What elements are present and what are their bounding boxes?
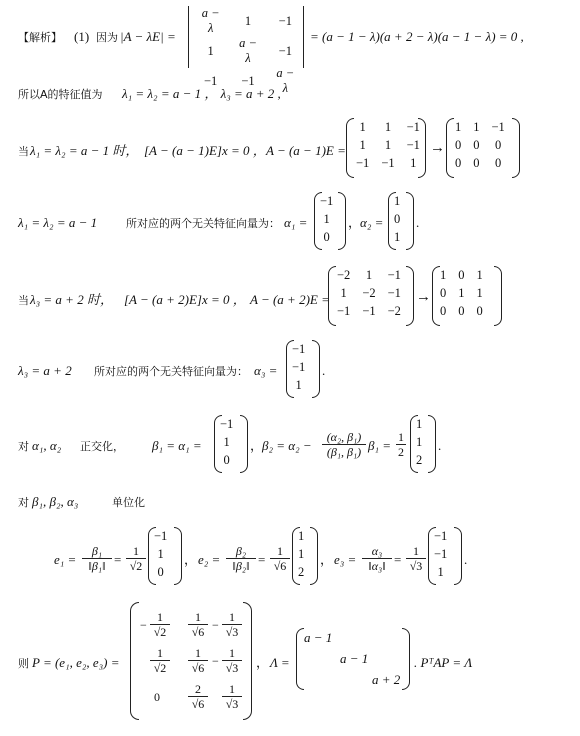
equals: =	[258, 552, 266, 567]
Lambda-matrix	[296, 628, 410, 690]
case2-eq: [A − (a + 2)E]x = 0 ，	[124, 292, 246, 307]
m2r-cell: 0	[458, 303, 465, 318]
Lambda-label: Λ =	[270, 655, 290, 670]
part-number: (1)	[74, 29, 90, 44]
det-cell: a − λ	[276, 66, 295, 95]
alpha2-label: α₂ =	[360, 215, 384, 230]
beta1-term: β₁ =	[368, 438, 392, 453]
m1-cell: −1	[406, 137, 420, 152]
beta1-cell: −1	[220, 416, 234, 431]
P-cell-den: √2	[153, 625, 167, 639]
P-cell-value: 0	[154, 690, 160, 704]
P-cell-fraction	[222, 682, 242, 711]
e3-scalar-num: 1	[406, 544, 426, 559]
alpha1-vector	[314, 192, 346, 250]
orth-vars: α₁, α₂	[32, 438, 62, 453]
det-cell: a − λ	[201, 6, 220, 35]
then-text: 则	[18, 657, 29, 670]
alpha3-cell: −1	[292, 341, 306, 356]
e1-cell: −1	[154, 528, 168, 543]
case2-prefix: 当	[18, 294, 29, 307]
m2-cell: −1	[362, 303, 376, 318]
m2-cell: −1	[387, 285, 401, 300]
P-cell	[140, 682, 174, 712]
P-cell-sign: −	[212, 618, 219, 632]
equals: =	[394, 552, 402, 567]
e2-cell: 1	[298, 528, 305, 543]
e2-frac-num: β₂	[226, 544, 256, 559]
case2-cond: λ₃ = a + 2 时，	[30, 292, 113, 307]
e3-frac	[362, 544, 392, 573]
m2r-cell: 1	[440, 267, 447, 282]
proj-den: (β₁, β₁)	[326, 445, 362, 459]
alpha3-label: α₃ =	[254, 363, 278, 378]
beta1-label: β₁ = α₁ =	[152, 438, 202, 453]
matrix-m1r-table	[449, 118, 511, 172]
half-num: 1	[398, 430, 404, 444]
m2r-cell: 0	[440, 303, 447, 318]
period: .	[438, 438, 442, 453]
period: .	[464, 552, 468, 567]
matrix-m1-table	[350, 118, 426, 172]
P-cell	[178, 610, 212, 640]
analysis-label: 【解析】	[18, 31, 62, 44]
alpha3-cell: 1	[295, 377, 302, 392]
e2-scalar-den: √6	[273, 559, 287, 573]
matrix-m2-table	[331, 266, 407, 320]
case1-prefix: 当	[18, 145, 29, 158]
case2-lhs: A − (a + 2)E =	[250, 292, 330, 307]
P-cell-fraction	[188, 646, 208, 675]
P-cell-fraction	[222, 610, 242, 639]
e3-cell: −1	[434, 546, 448, 561]
P-cell-sign: −	[212, 654, 219, 668]
e2-vector	[292, 527, 318, 585]
m2r-cell: 1	[476, 267, 483, 282]
m1r-cell: 1	[473, 119, 480, 134]
alpha2-cell: 1	[394, 229, 401, 244]
m2r-cell: 0	[458, 267, 465, 282]
e1-scalar-num: 1	[126, 544, 146, 559]
m2r-cell: 0	[476, 303, 483, 318]
Lambda-diag-1: a − 1	[304, 630, 333, 645]
alpha3-vector	[286, 340, 320, 398]
alpha1-label: α₁ =	[284, 215, 308, 230]
period: .	[322, 363, 326, 378]
m1r-cell: 0	[495, 155, 502, 170]
e1-vector	[148, 527, 182, 585]
unit-pre: 对	[18, 496, 29, 509]
P-cell-den: √6	[191, 661, 205, 675]
m2r-cell: 0	[440, 285, 447, 300]
orth-pre: 对	[18, 440, 29, 453]
period: .	[416, 215, 420, 230]
m2-cell: −2	[362, 285, 376, 300]
alpha1-cell: 1	[323, 211, 330, 226]
m2r-cell: 1	[458, 285, 465, 300]
e1-cell: 0	[157, 564, 164, 579]
det-cell: −1	[278, 13, 292, 28]
P-cell-num: 1	[150, 610, 170, 625]
vec2-cond: λ₃ = a + 2	[18, 363, 72, 378]
m1-cell: 1	[359, 119, 366, 134]
P-cell	[212, 682, 246, 712]
P-cell-den: √6	[191, 625, 205, 639]
P-cell-den: √3	[225, 625, 239, 639]
m2-cell: −2	[337, 267, 351, 282]
beta1-cell: 1	[223, 434, 230, 449]
P-cell-fraction	[188, 682, 208, 711]
P-label: P = (e₁, e₂, e₃) =	[32, 655, 120, 670]
unit-vars: β₁, β₂, α₃	[32, 494, 79, 509]
e1-frac-num: β₁	[82, 544, 112, 559]
m1-cell: 1	[384, 137, 392, 152]
row-reduce-arrow-icon: →	[430, 140, 445, 156]
e3-scalar-den: √3	[409, 559, 423, 573]
half-fraction	[396, 430, 406, 459]
det-cell: a − λ	[239, 36, 257, 65]
matrix-m2r-table	[434, 266, 489, 320]
det-matrix	[188, 6, 304, 95]
beta2-label: β₂ = α₂ −	[262, 438, 312, 453]
P-cell	[212, 610, 246, 640]
beta1-cell: 0	[223, 452, 230, 467]
e3-frac-num: α₃	[362, 544, 392, 559]
det-rhs: = (a − 1 − λ)(a + 2 − λ)(a − 1 − λ) = 0 ,	[310, 29, 524, 44]
m1r-cell: 0	[455, 137, 462, 152]
P-cell-fraction	[222, 646, 242, 675]
m1r-cell: −1	[491, 119, 505, 134]
P-cell-num: 1	[222, 646, 242, 661]
det-cell: 1	[207, 43, 214, 58]
alpha1-cell: 0	[323, 229, 330, 244]
e1-scalar	[126, 544, 146, 573]
eigen-text: 所以A的特征值为	[18, 88, 103, 101]
P-cell-fraction	[150, 646, 170, 675]
matrix-m1r	[446, 118, 520, 178]
P-cell-num: 1	[222, 610, 242, 625]
det-cell: −1	[204, 73, 218, 88]
P-cell	[178, 682, 212, 712]
matrix-m2r	[432, 266, 502, 326]
e1-scalar-den: √2	[129, 559, 143, 573]
beta2-cell: 1	[416, 434, 423, 449]
row-reduce-arrow-icon: →	[416, 289, 431, 305]
P-cell-num: 2	[188, 682, 208, 697]
Lambda-diag-2: a − 1	[340, 651, 369, 666]
m1-cell: 1	[359, 137, 366, 152]
matrix-m1	[346, 118, 426, 178]
e3-scalar	[406, 544, 426, 573]
vec1-text: 所对应的两个无关特征向量为：	[126, 217, 280, 230]
e1-frac-den: ‖β₁‖	[88, 559, 106, 573]
proj-fraction	[322, 430, 366, 459]
P-cell-den: √3	[225, 661, 239, 675]
m1-cell: −1	[406, 119, 420, 134]
e3-cell: 1	[437, 564, 444, 579]
equals: =	[114, 552, 122, 567]
case1-lhs: A − (a − 1)E =	[266, 143, 346, 158]
P-cell	[212, 646, 246, 676]
P-cell-den: √2	[153, 661, 167, 675]
e3-cell: −1	[434, 528, 448, 543]
P-cell-sign: −	[140, 618, 147, 632]
e3-vector	[428, 527, 462, 585]
comma: ，	[184, 552, 198, 567]
vec2-text: 所对应的两个无关特征向量为：	[94, 365, 248, 378]
eigen-formula: λ₁ = λ₂ = a − 1 ， λ₃ = a + 2 ,	[122, 86, 281, 101]
vec1-cond: λ₁ = λ₂ = a − 1	[18, 215, 98, 230]
final-statement: . PᵀAP = Λ	[414, 655, 473, 670]
beta2-vector	[410, 415, 436, 473]
unit-text: 单位化	[112, 496, 145, 509]
det-matrix-table	[192, 6, 304, 96]
beta1-vector	[214, 415, 248, 473]
alpha2-cell: 0	[394, 211, 401, 226]
alpha3-cell: −1	[292, 359, 306, 374]
e2-scalar	[270, 544, 290, 573]
e2-frac	[226, 544, 256, 573]
e1-cell: 1	[157, 546, 164, 561]
Lambda-diag-3: a + 2	[372, 672, 401, 687]
e2-scalar-num: 1	[270, 544, 290, 559]
m2r-cell: 1	[476, 285, 483, 300]
e2-cell: 2	[298, 564, 305, 579]
comma: ，	[256, 655, 270, 670]
P-cell-num: 1	[188, 610, 208, 625]
m1r-cell: 0	[473, 137, 480, 152]
det-lhs: |A − λE| =	[120, 29, 176, 44]
half-den: 2	[398, 445, 404, 459]
m1r-cell: 0	[495, 137, 502, 152]
case1-cond: λ₁ = λ₂ = a − 1 时，	[30, 143, 139, 158]
P-cell-fraction	[188, 610, 208, 639]
det-cell: 1	[244, 13, 252, 28]
m1-cell: 1	[410, 155, 417, 170]
m1-cell: −1	[381, 155, 395, 170]
m1r-cell: 0	[455, 155, 462, 170]
P-cell-fraction	[150, 610, 170, 639]
m1r-cell: 1	[455, 119, 462, 134]
m2-cell: 1	[365, 267, 373, 282]
P-cell	[178, 646, 212, 676]
P-cell-den: √3	[225, 697, 239, 711]
m1-cell: −1	[356, 155, 370, 170]
P-cell-num: 1	[222, 682, 242, 697]
e2-frac-den: ‖β₂‖	[232, 559, 250, 573]
e3-label: e₃ =	[334, 552, 357, 567]
e2-label: e₂ =	[198, 552, 221, 567]
P-cell-den: √6	[191, 697, 205, 711]
P-cell-num: 1	[188, 646, 208, 661]
e1-label: e₁ =	[54, 552, 77, 567]
e1-frac	[82, 544, 112, 573]
det-cell: −1	[278, 43, 292, 58]
P-matrix	[130, 602, 252, 720]
P-cell	[140, 646, 174, 676]
comma: ，	[320, 552, 334, 567]
m2-cell: 1	[340, 285, 347, 300]
m2-cell: −2	[387, 303, 401, 318]
e3-frac-den: ‖α₃‖	[368, 559, 386, 573]
alpha2-vector	[388, 192, 414, 250]
m2-cell: −1	[337, 303, 351, 318]
comma: ，	[348, 215, 362, 230]
because-text: 因为	[96, 31, 118, 44]
P-cell-num: 1	[150, 646, 170, 661]
P-grid	[140, 606, 242, 716]
P-cell	[140, 610, 174, 640]
comma: ，	[250, 438, 264, 453]
m2-cell: −1	[387, 267, 401, 282]
beta2-cell: 2	[416, 452, 423, 467]
case1-eq: [A − (a − 1)E]x = 0 ，	[144, 143, 266, 158]
e2-cell: 1	[298, 546, 305, 561]
m1-cell: 1	[384, 119, 392, 134]
orth-text: 正交化，	[80, 440, 124, 453]
matrix-m2	[328, 266, 414, 326]
beta2-cell: 1	[416, 416, 423, 431]
det-cell: −1	[241, 73, 255, 88]
alpha2-cell: 1	[394, 193, 401, 208]
alpha1-cell: −1	[320, 193, 334, 208]
m1r-cell: 0	[473, 155, 480, 170]
proj-num: (α₂, β₁)	[322, 430, 366, 445]
